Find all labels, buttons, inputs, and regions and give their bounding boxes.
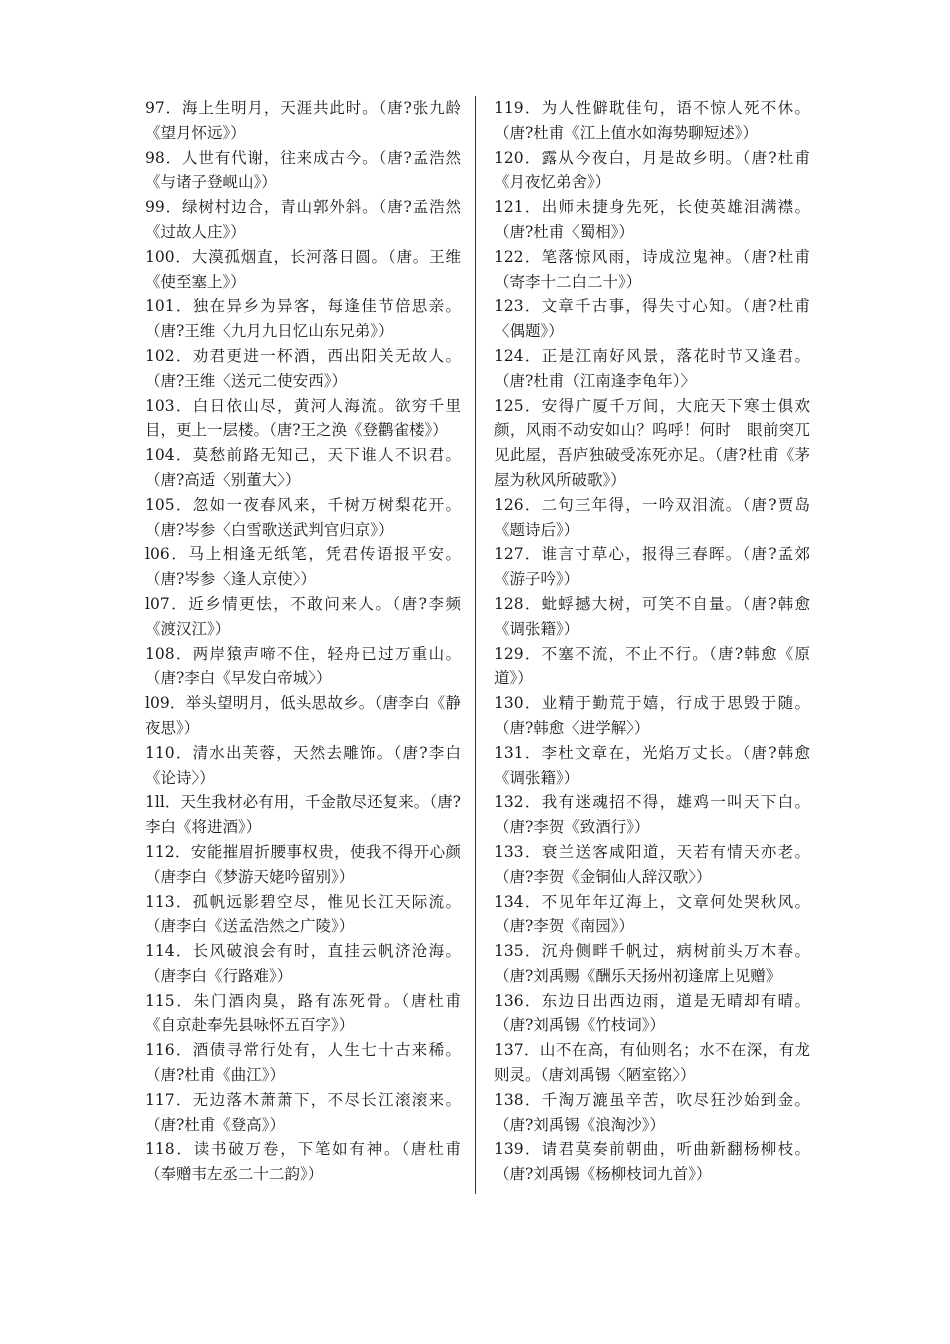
quote-109: l09．举头望明月，低头思故乡。（唐李白《静夜思》） — [145, 694, 461, 737]
quote-120: 120．露从今夜白，月是故乡明。（唐?杜甫《月夜忆弟舍》） — [494, 148, 810, 192]
quote-114: 114．长风破浪会有时，直挂云帆济沧海。（唐李白《行路难》） — [145, 942, 461, 985]
quote-124: 124．正是江南好风景，落花时节又逢君。（唐?杜甫（江南逢李龟年）〉 — [494, 346, 810, 390]
quote-129: 129．不塞不流，不止不行。（唐?韩愈《原道》） — [494, 644, 810, 688]
quote-128: 128．蚍蜉撼大树，可笑不自量。（唐?韩愈《调张籍》） — [494, 594, 810, 638]
quote-116: 116．酒债寻常行处有，人生七十古来稀。（唐?杜甫《曲江》） — [145, 1041, 461, 1085]
quote-102: 102．劝君更进一杯酒，西出阳关无故人。（唐?王维〈送元二使安西》） — [145, 346, 461, 390]
quote-112: 112．安能摧眉折腰事权贵，使我不得开心颜（唐李白《梦游天姥吟留别》） — [145, 842, 461, 886]
quote-138: 138．千淘万漉虽辛苦，吹尽狂沙始到金。（唐?刘禹锡《浪淘沙》） — [494, 1090, 810, 1134]
quote-111: 1ll．天生我材必有用，千金散尽还复来。（唐?李白《将进酒》） — [145, 793, 461, 837]
quote-131: 131．李杜文章在，光焰万丈长。（唐?韩愈《调张籍》） — [494, 743, 810, 787]
quote-107: l07．近乡情更怯，不敢问来人。（唐?李频《渡汉江》） — [145, 594, 461, 638]
right-column — [494, 96, 810, 1187]
quote-132: 132．我有迷魂招不得，雄鸡一叫天下白。（唐?李贺《致酒行》） — [494, 793, 810, 837]
quote-125: 125．安得广厦千万间，大庇天下寒士俱欢颜，风雨不动安如山？呜呼！何时 眼前突兀见此屋，吾庐独破受冻死亦足。（唐?杜甫《茅屋为秋风所破歌》） — [494, 396, 810, 489]
quote-122: 122．笔落惊风雨，诗成泣鬼神。（唐?杜甫（寄李十二白二十》） — [494, 247, 810, 291]
quote-99: 99．绿树村边合，青山郭外斜。（唐?孟浩然《过故人庄》） — [145, 198, 461, 241]
quote-103: 103．白日依山尽，黄河人海流。欲穷千里目，更上一层楼。（唐?王之涣《登鹳雀楼》） — [145, 396, 461, 440]
quote-106: l06．马上相逢无纸笔，凭君传语报平安。（唐?岑参〈逢人京使〉） — [145, 545, 461, 589]
quote-118: 118．读书破万卷，下笔如有神。（唐杜甫（奉赠韦左丞二十二韵》） — [145, 1140, 461, 1184]
quote-137: 137．山不在高，有仙则名；水不在深，有龙则灵。（唐刘禹锡〈陋室铭〉） — [494, 1041, 810, 1085]
quote-98: 98．人世有代谢，往来成古今。（唐?孟浩然《与诸子登岘山》） — [145, 148, 461, 192]
quote-104: 104．莫愁前路无知己，天下谁人不识君。（唐?高适〈别董大〉） — [145, 446, 461, 489]
quote-130: 130．业精于勤荒于嬉，行成于思毁于随。（唐?韩愈〈进学解〉） — [494, 694, 810, 737]
quote-115: 115．朱门酒肉臭，路有冻死骨。（唐杜甫《自京赴奉先县咏怀五百字》） — [145, 991, 461, 1035]
quote-110: 110．清水出芙蓉，天然去雕饰。（唐?李白《论诗〉） — [145, 743, 461, 787]
quote-139: 139．请君莫奏前朝曲，听曲新翻杨柳枝。（唐?刘禹锡《杨柳枝词九首》） — [494, 1140, 810, 1184]
quote-108: 108．两岸猿声啼不住，轻舟已过万重山。（唐?李白《早发白帝城〉） — [145, 644, 461, 688]
quote-100: 100．大漠孤烟直，长河落日圆。（唐。王维《使至塞上》） — [145, 247, 461, 291]
quote-123: 123．文章千古事，得失寸心知。（唐?杜甫〈偶题》） — [494, 297, 810, 341]
quote-113: 113．孤帆远影碧空尽，惟见长江天际流。（唐李白《送孟浩然之广陵》） — [145, 892, 461, 936]
quote-97: 97．海上生明月，天涯共此时。（唐?张九龄《望月怀远》） — [145, 99, 461, 142]
quote-121: 121．出师未捷身先死，长使英雄泪满襟。（唐?杜甫〈蜀相》） — [494, 198, 810, 241]
quote-135: 135．沉舟侧畔千帆过，病树前头万木春。（唐?刘禹赐《酬乐天扬州初逢席上见赠》 — [494, 942, 810, 985]
quote-126: 126．二句三年得，一吟双泪流。（唐?贾岛《题诗后》） — [494, 495, 810, 539]
quote-127: 127．谁言寸草心，报得三春晖。（唐?孟郊《游子吟》） — [494, 545, 810, 589]
quote-133: 133．衰兰送客咸阳道，天若有情天亦老。（唐?李贺《金铜仙人辞汉歌〉） — [494, 842, 810, 886]
quote-119: 119．为人性僻耽佳句，语不惊人死不休。（唐?杜甫《江上值水如海势聊短述》） — [494, 99, 810, 142]
quote-105: 105．忽如一夜春风来，千树万树梨花开。（唐?岑参〈白雪歌送武判官归京》） — [145, 495, 461, 539]
quote-117: 117．无边落木萧萧下，不尽长江滚滚来。（唐?杜甫《登高》） — [145, 1090, 461, 1134]
left-column — [145, 96, 461, 1187]
quote-101: 101．独在异乡为异客，每逢佳节倍思亲。（唐?王维〈九月九日忆山东兄弟》） — [145, 297, 461, 341]
column-divider — [475, 96, 476, 1194]
quote-134: 134．不见年年辽海上，文章何处哭秋风。（唐?李贺《南园》） — [494, 892, 810, 936]
quote-136: 136．东边日出西边雨，道是无晴却有晴。（唐?刘禹锡《竹枝词》） — [494, 991, 810, 1035]
